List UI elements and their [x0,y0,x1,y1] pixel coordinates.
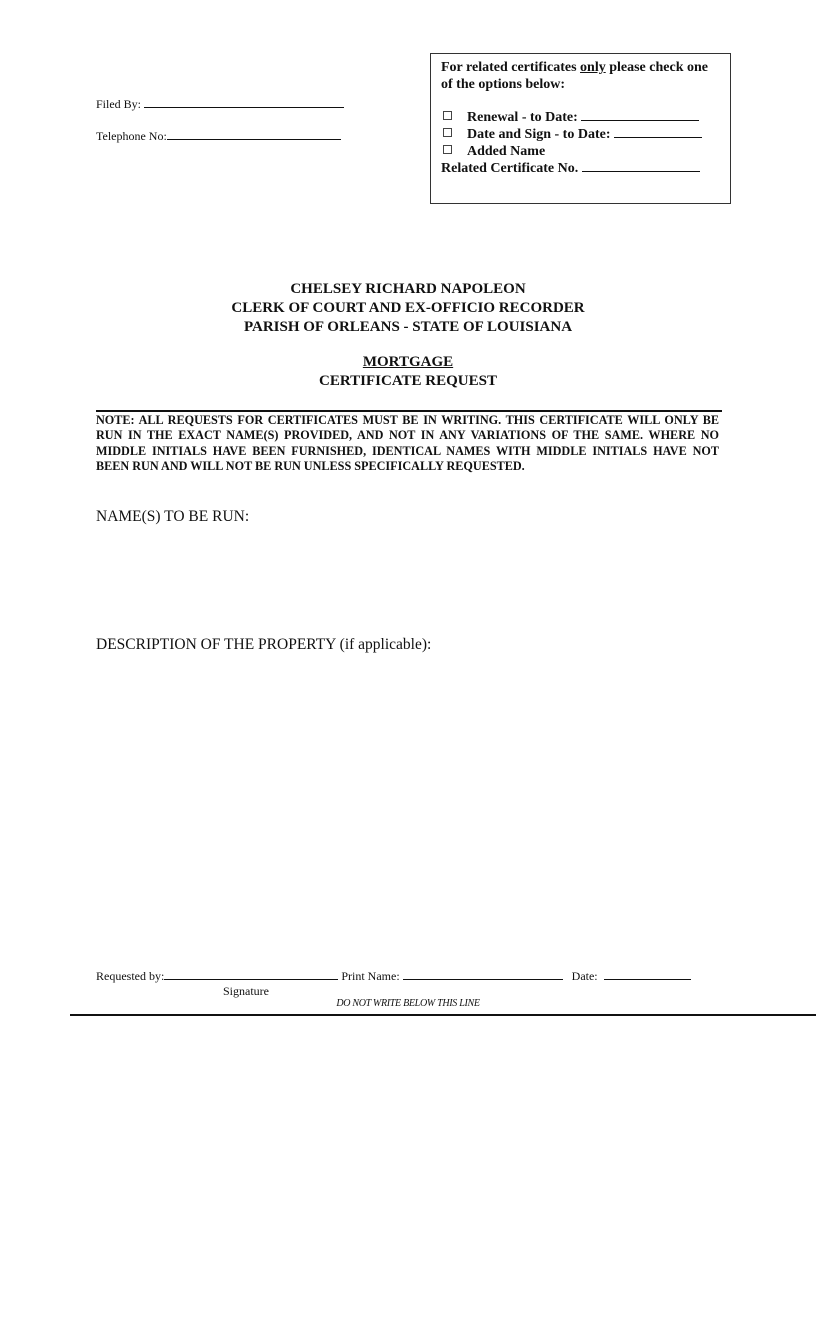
intro-text: For related certificates [441,60,581,75]
note-text: NOTE: ALL REQUESTS FOR CERTIFICATES MUST BE IN WRITING. THIS CERTIFICATE WILL ONLY BE RUN IN THE EXACT NAME(S) PROVIDED, AND NOT IN ANY VARIATIONS OF THE SAME. WHERE NO MIDDLE INITIALS HAVE BEEN FURNISHED, IDENTICAL NAMES WITH MIDDLE INITIALS HAVE NOT BEEN RUN AND WILL NOT BE RUN UNLESS SPECIFICALLY REQUESTED. [96,413,719,473]
option-added-name-label: Added Name [467,144,546,159]
related-cert-input[interactable] [582,160,700,172]
option-renewal[interactable] [441,109,720,126]
print-name-label: Print Name: [341,969,400,983]
header-line-3: PARISH OF ORLEANS - STATE OF LOUISIANA [243,319,573,335]
telephone-input[interactable] [167,128,341,140]
document-title [0,353,816,391]
related-cert-label: Related Certificate No. [441,161,579,176]
renewal-date-input[interactable] [581,109,699,121]
print-name-input[interactable] [403,968,563,980]
do-not-write-notice: DO NOT WRITE BELOW THIS LINE [336,998,480,1009]
property-description-area[interactable] [96,660,722,950]
telephone-label: Telephone No: [96,129,167,143]
option-renewal-label: Renewal - to Date: [467,110,578,125]
option-added-name[interactable] [441,143,720,160]
option-date-and-sign-label: Date and Sign - to Date: [467,127,611,142]
filed-by-field [96,96,344,112]
requested-by-label: Requested by: [96,969,165,983]
related-certificates-box [430,53,731,204]
signature-row [96,968,691,984]
option-date-and-sign[interactable] [441,126,720,143]
filed-by-input[interactable] [144,96,344,108]
clerk-header [0,280,816,337]
telephone-field [96,128,341,144]
intro-emphasis: only [580,60,606,75]
note-divider [96,410,722,412]
cutoff-line [70,1014,816,1016]
date-label: Date: [571,969,598,983]
header-line-1: CHELSEY RICHARD NAPOLEON [290,281,526,297]
date-input[interactable] [604,968,691,980]
title-line-2: CERTIFICATE REQUEST [319,373,497,389]
related-box-intro [441,59,720,93]
property-description-label: DESCRIPTION OF THE PROPERTY (if applicable): [96,636,432,653]
names-to-be-run-area[interactable] [96,530,722,630]
checkbox-date-and-sign[interactable] [443,128,452,137]
checkbox-renewal[interactable] [443,111,452,120]
signature-caption: Signature [223,984,269,998]
names-to-be-run-label: NAME(S) TO BE RUN: [96,508,250,525]
title-line-1: MORTGAGE [362,354,454,370]
intro-text-end: please check one of the options below: [441,60,708,92]
date-and-sign-date-input[interactable] [614,126,702,138]
header-line-2: CLERK OF COURT AND EX-OFFICIO RECORDER [231,300,585,316]
requested-by-input[interactable] [164,968,338,980]
related-cert-row [441,160,720,177]
checkbox-added-name[interactable] [443,145,452,154]
filed-by-label: Filed By: [96,97,142,111]
